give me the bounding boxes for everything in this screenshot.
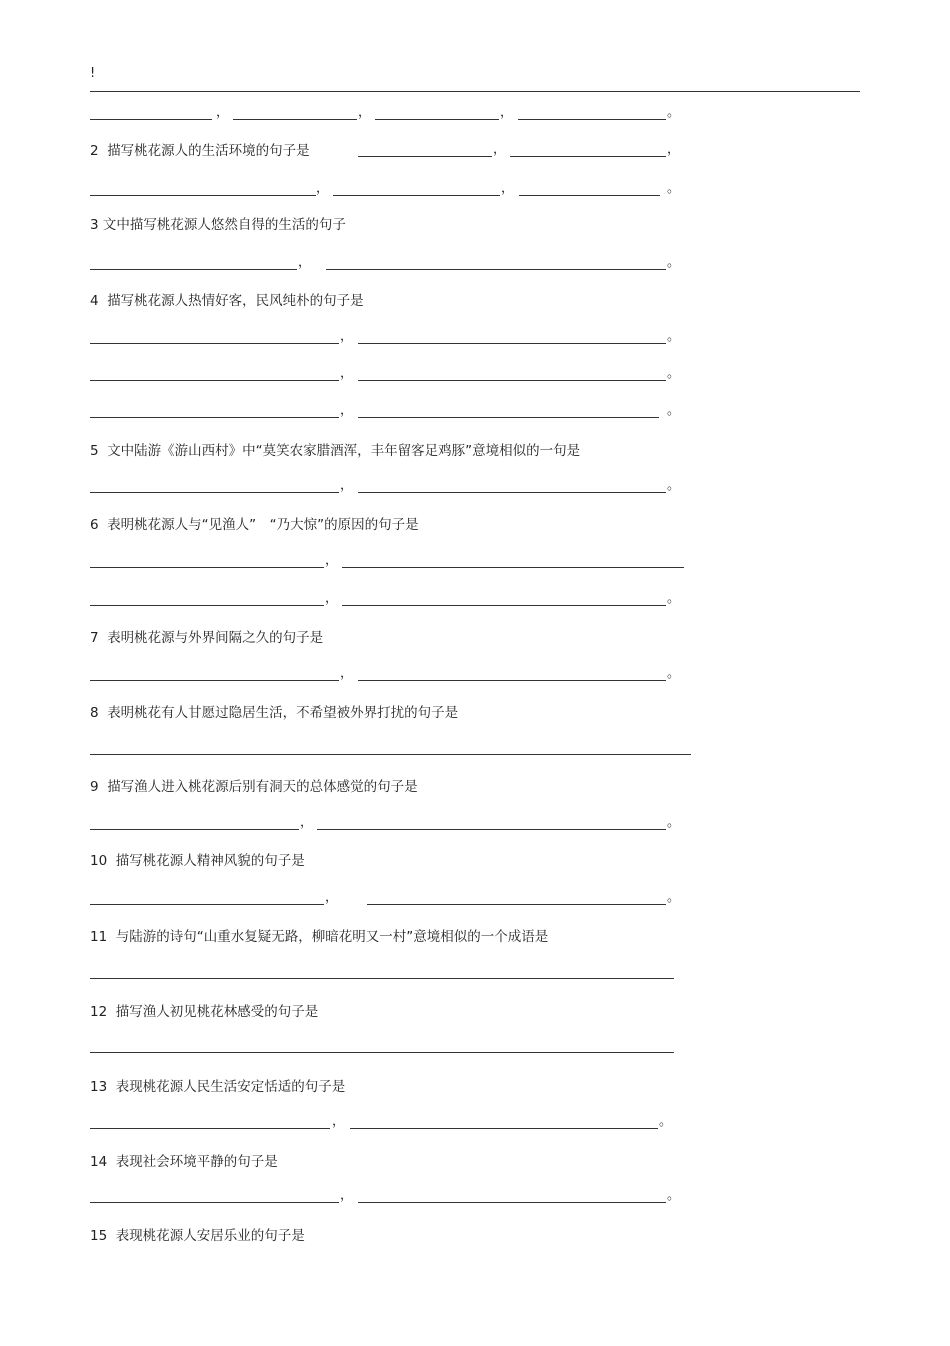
- comma-mark: ，: [667, 142, 681, 157]
- period-mark: 。: [667, 181, 681, 196]
- comma-mark: ，: [316, 181, 330, 196]
- period-mark: 。: [667, 105, 681, 120]
- period-mark: 。: [659, 1114, 673, 1129]
- question-text: 描写桃花源人的生活环境的句子是: [107, 143, 310, 159]
- period-mark: 。: [667, 255, 681, 270]
- comma-mark: ，: [358, 105, 372, 120]
- question-7: [90, 626, 323, 646]
- question-9: [90, 775, 418, 795]
- answer-blank[interactable]: [375, 119, 499, 120]
- answer-blank[interactable]: [342, 567, 684, 568]
- answer-blank[interactable]: [333, 195, 500, 196]
- question-number: 13: [90, 1079, 108, 1095]
- answer-blank[interactable]: [90, 1202, 339, 1203]
- answer-blank[interactable]: [233, 119, 357, 120]
- answer-blank[interactable]: [358, 417, 659, 418]
- answer-blank[interactable]: [358, 680, 666, 681]
- question-8: [90, 701, 458, 721]
- answer-blank[interactable]: [90, 680, 339, 681]
- answer-blank[interactable]: [317, 829, 666, 830]
- question-14: [90, 1150, 278, 1170]
- period-mark: 。: [667, 1188, 681, 1203]
- answer-blank[interactable]: [90, 978, 674, 979]
- answer-blank[interactable]: [90, 417, 339, 418]
- answer-blank[interactable]: [358, 492, 666, 493]
- answer-blank[interactable]: [90, 343, 339, 344]
- question-11: [90, 925, 548, 945]
- question-15: [90, 1224, 305, 1244]
- period-mark: 。: [667, 329, 681, 344]
- question-2: [90, 139, 310, 159]
- period-mark: 。: [667, 591, 681, 606]
- answer-blank[interactable]: [350, 1128, 658, 1129]
- question-text: 表明桃花源与外界间隔之久的句子是: [107, 630, 324, 646]
- question-number: 15: [90, 1228, 108, 1244]
- question-text: 表明桃花源人与“见渔人” “乃大惊”的原因的句子是: [107, 517, 419, 533]
- question-text: 表现桃花源人安居乐业的句子是: [115, 1228, 305, 1244]
- comma-mark: ，: [300, 815, 314, 830]
- comma-mark: ，: [340, 478, 354, 493]
- comma-mark: ，: [340, 1188, 354, 1203]
- question-text: 表明桃花有人甘愿过隐居生活，不希望被外界打扰的句子是: [107, 705, 459, 721]
- comma-mark: ，: [340, 403, 354, 418]
- answer-blank[interactable]: [518, 119, 666, 120]
- question-3: [90, 213, 346, 233]
- question-10: [90, 849, 305, 869]
- answer-blank[interactable]: [90, 605, 324, 606]
- question-number: 9: [90, 779, 99, 795]
- answer-blank[interactable]: [358, 156, 492, 157]
- question-6: [90, 513, 419, 533]
- period-mark: 。: [667, 890, 681, 905]
- question-13: [90, 1075, 345, 1095]
- question-text: 描写桃花源人热情好客，民风纯朴的句子是: [107, 293, 364, 309]
- question-number: 3: [90, 217, 99, 233]
- question-text: 描写桃花源人精神风貌的句子是: [115, 853, 305, 869]
- answer-blank[interactable]: [358, 343, 666, 344]
- question-4: [90, 289, 364, 309]
- comma-mark: ，: [340, 666, 354, 681]
- comma-mark: ，: [340, 329, 354, 344]
- comma-mark: ，: [325, 890, 339, 905]
- period-mark: 。: [667, 478, 681, 493]
- comma-mark: ，: [332, 1114, 346, 1129]
- answer-blank[interactable]: [90, 195, 316, 196]
- question-number: 10: [90, 853, 108, 869]
- period-mark: 。: [667, 815, 681, 830]
- comma-mark: ，: [493, 142, 507, 157]
- question-text: 描写渔人初见桃花林感受的句子是: [115, 1004, 319, 1020]
- answer-blank[interactable]: [90, 492, 339, 493]
- answer-blank[interactable]: [519, 195, 660, 196]
- answer-blank[interactable]: [90, 1128, 330, 1129]
- question-number: 6: [90, 517, 99, 533]
- header-rule: [90, 91, 860, 92]
- question-number: 11: [90, 929, 108, 945]
- question-text: 表现桃花源人民生活安定恬适的句子是: [115, 1079, 346, 1095]
- answer-blank[interactable]: [90, 380, 339, 381]
- question-5: [90, 439, 580, 459]
- comma-mark: ，: [216, 105, 230, 120]
- question-text: 表现社会环境平静的句子是: [115, 1154, 278, 1170]
- period-mark: 。: [667, 666, 681, 681]
- answer-blank[interactable]: [90, 904, 324, 905]
- question-text: 文中描写桃花源人悠然自得的生活的句子: [102, 217, 346, 233]
- comma-mark: ，: [325, 591, 339, 606]
- period-mark: 。: [667, 403, 681, 418]
- answer-blank[interactable]: [90, 1052, 674, 1053]
- question-number: 8: [90, 705, 99, 721]
- comma-mark: ，: [325, 553, 339, 568]
- period-mark: 。: [667, 366, 681, 381]
- question-number: 12: [90, 1004, 108, 1020]
- answer-blank[interactable]: [510, 156, 666, 157]
- answer-blank[interactable]: [90, 829, 299, 830]
- comma-mark: ，: [298, 255, 312, 270]
- comma-mark: ，: [500, 105, 514, 120]
- answer-blank[interactable]: [367, 904, 666, 905]
- answer-blank[interactable]: [358, 1202, 666, 1203]
- question-number: 4: [90, 293, 99, 309]
- question-number: 2: [90, 143, 99, 159]
- question-text: 描写渔人进入桃花源后别有洞天的总体感觉的句子是: [107, 779, 418, 795]
- comma-mark: ，: [340, 366, 354, 381]
- comma-mark: ，: [501, 181, 515, 196]
- answer-blank[interactable]: [90, 269, 297, 270]
- question-text: 与陆游的诗句“山重水复疑无路，柳暗花明又一村”意境相似的一个成语是: [115, 929, 549, 945]
- header-mark: !: [90, 66, 96, 81]
- answer-blank[interactable]: [358, 380, 666, 381]
- answer-blank[interactable]: [90, 119, 212, 120]
- answer-blank[interactable]: [342, 605, 666, 606]
- answer-blank[interactable]: [90, 754, 691, 755]
- question-text: 文中陆游《游山西村》中“莫笑农家腊酒浑，丰年留客足鸡豚”意境相似的一句是: [107, 443, 581, 459]
- answer-blank[interactable]: [326, 269, 666, 270]
- question-number: 5: [90, 443, 99, 459]
- answer-blank[interactable]: [90, 567, 324, 568]
- question-number: 7: [90, 630, 99, 646]
- question-12: [90, 1000, 318, 1020]
- question-number: 14: [90, 1154, 108, 1170]
